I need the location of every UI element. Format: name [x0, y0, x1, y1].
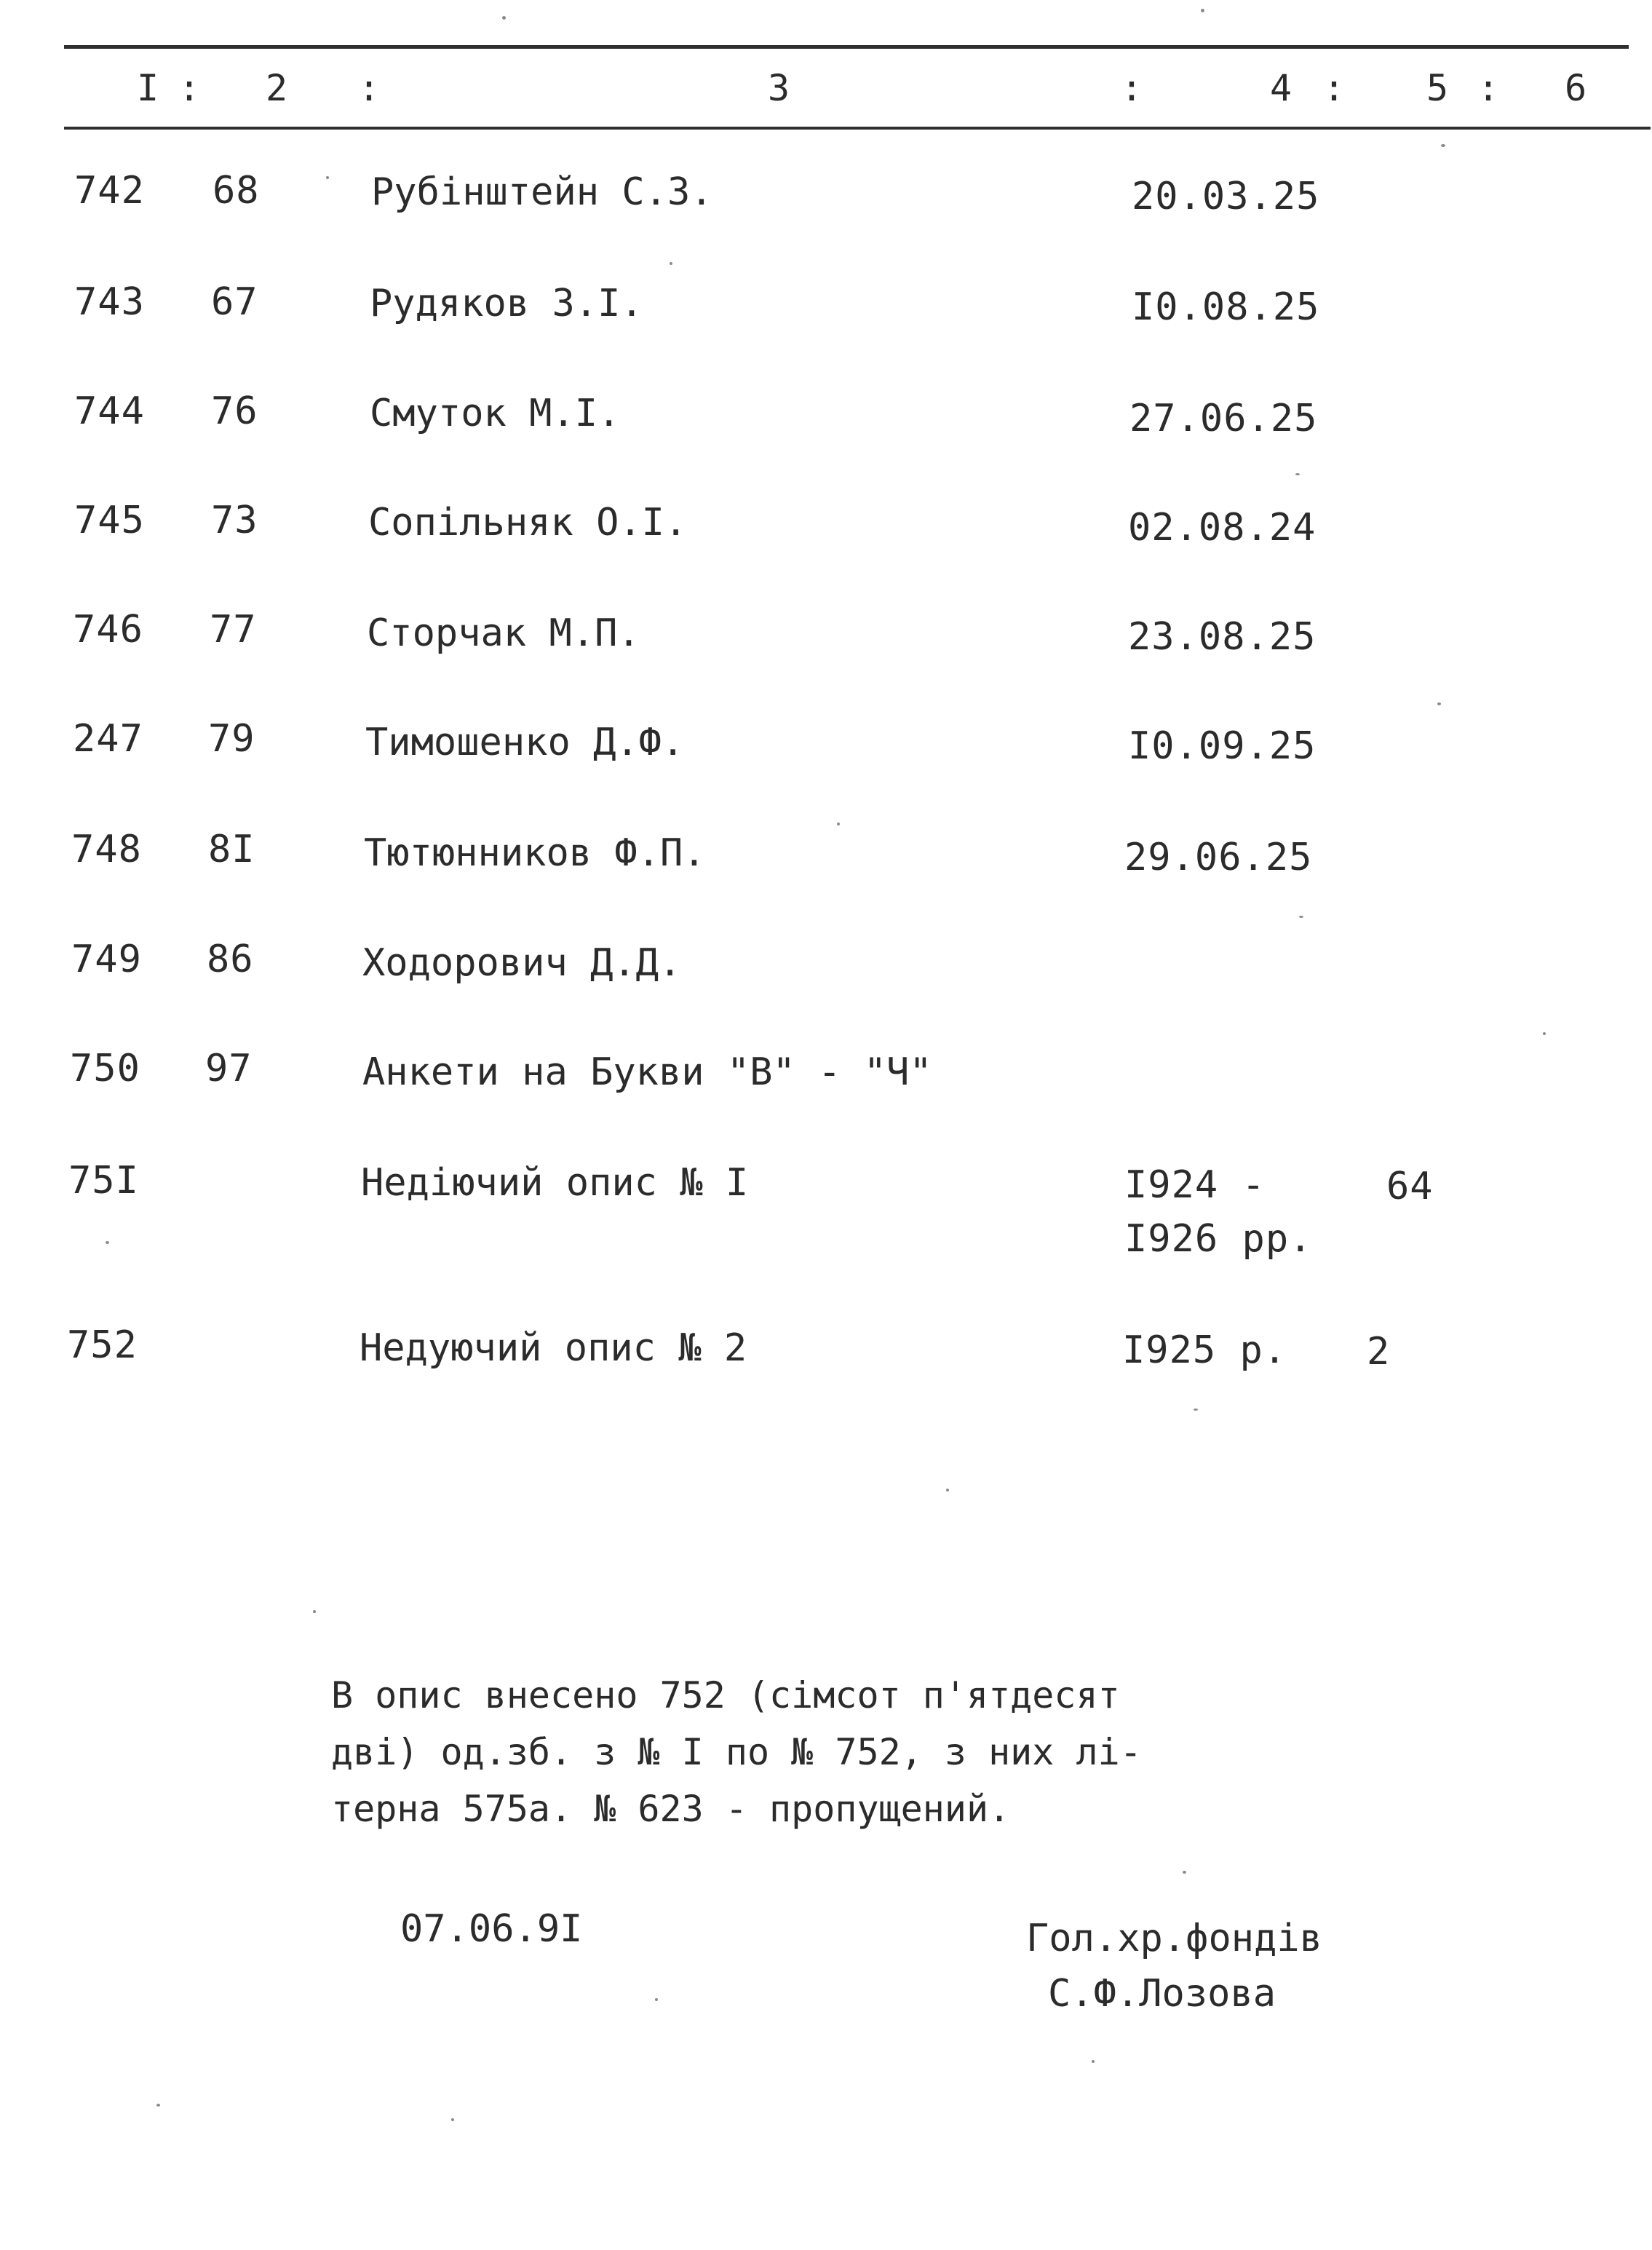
row-date: I925 р.	[1122, 1328, 1287, 1372]
row-number: 749	[71, 938, 142, 981]
scan-speck	[106, 1241, 109, 1244]
row-date: I924 -	[1124, 1163, 1266, 1207]
row-date: I0.08.25	[1132, 285, 1320, 329]
scan-speck	[670, 262, 672, 265]
row-title: Сторчак М.П.	[367, 611, 640, 655]
row-title: Сопільняк О.I.	[368, 501, 688, 544]
scan-speck	[1092, 2060, 1095, 2063]
header-col-6: 6	[1565, 67, 1589, 109]
header-col-1: I	[137, 67, 161, 109]
scan-speck	[655, 1998, 658, 2001]
row-number: 247	[73, 717, 143, 761]
header-top-rule	[64, 45, 1629, 49]
certification-line: дві) од.зб. з № I по № 752, з них лі-	[331, 1731, 1142, 1773]
row-old-number: 67	[211, 280, 258, 324]
row-date: 23.08.25	[1128, 615, 1317, 659]
scan-speck	[156, 2104, 160, 2107]
scan-speck	[946, 1489, 949, 1492]
row-date: 02.08.24	[1128, 506, 1317, 550]
scan-speck	[1543, 1032, 1546, 1035]
row-old-number: 76	[211, 389, 258, 433]
scan-speck	[1201, 9, 1204, 12]
row-number: 745	[74, 499, 145, 542]
scan-speck	[1299, 916, 1303, 918]
row-title: Тютюнников Ф.П.	[364, 831, 706, 875]
header-col-4: 4	[1270, 67, 1294, 109]
scan-speck	[326, 176, 329, 179]
scan-speck	[313, 1610, 316, 1613]
row-title: Смуток М.I.	[370, 392, 621, 435]
row-old-number: 8I	[208, 828, 255, 871]
header-col-2: 2	[266, 67, 290, 109]
certification-date: 07.06.9I	[400, 1907, 583, 1951]
row-number: 746	[73, 608, 143, 651]
row-pages: 2	[1367, 1330, 1391, 1374]
row-date: 20.03.25	[1132, 175, 1320, 218]
row-date: I0.09.25	[1128, 724, 1317, 768]
header-separator: :	[358, 67, 382, 109]
scan-speck	[1183, 1871, 1186, 1874]
scan-speck	[451, 2118, 454, 2121]
header-separator: :	[1477, 67, 1501, 109]
row-old-number: 73	[211, 499, 258, 542]
scan-speck	[1437, 702, 1441, 705]
signature-name: С.Ф.Лозова	[1048, 1972, 1276, 2016]
signature-title: Гол.хр.фондів	[1026, 1917, 1322, 1960]
scan-speck	[1295, 473, 1300, 475]
row-number: 752	[67, 1323, 138, 1367]
certification-line: терна 575а. № 623 - пропущений.	[331, 1788, 1011, 1830]
header-col-5: 5	[1426, 67, 1450, 109]
row-date: 27.06.25	[1129, 397, 1318, 440]
row-number: 75I	[68, 1159, 139, 1203]
row-old-number: 77	[210, 608, 257, 651]
signature-block	[1026, 1911, 1322, 2021]
scan-speck	[1441, 144, 1445, 147]
row-title: Рубінштейн С.З.	[371, 170, 713, 214]
row-title: Ходорович Д.Д.	[362, 941, 682, 985]
scan-speck	[502, 16, 506, 20]
scan-speck	[837, 823, 840, 825]
row-title: Недуючий опис № 2	[360, 1326, 747, 1370]
certification-line: В опис внесено 752 (сімсот п'ятдесят	[331, 1674, 1120, 1716]
header-separator: :	[1121, 67, 1145, 109]
row-number: 742	[74, 169, 145, 213]
row-title: Рудяков З.I.	[370, 282, 643, 325]
header-separator: :	[1323, 67, 1347, 109]
row-old-number: 86	[207, 938, 254, 981]
header-separator: :	[178, 67, 202, 109]
certification-text	[331, 1667, 1241, 1837]
row-title: Тимошенко Д.Ф.	[365, 721, 685, 764]
row-number: 744	[74, 389, 145, 433]
row-old-number: 79	[208, 717, 255, 761]
row-number: 743	[74, 280, 145, 324]
row-date-end: I926 рр.	[1124, 1217, 1313, 1261]
row-date: 29.06.25	[1124, 836, 1313, 879]
row-title: Анкети на Букви "В" - "Ч"	[362, 1050, 932, 1094]
row-title: Недіючий опис № I	[361, 1161, 749, 1205]
row-number: 750	[70, 1047, 140, 1090]
row-number: 748	[71, 828, 142, 871]
scan-speck	[1194, 1409, 1198, 1411]
header-bottom-rule	[64, 127, 1651, 130]
row-pages: 64	[1386, 1165, 1434, 1208]
header-col-3: 3	[768, 67, 792, 109]
row-old-number: 68	[213, 169, 260, 213]
row-old-number: 97	[205, 1047, 253, 1090]
